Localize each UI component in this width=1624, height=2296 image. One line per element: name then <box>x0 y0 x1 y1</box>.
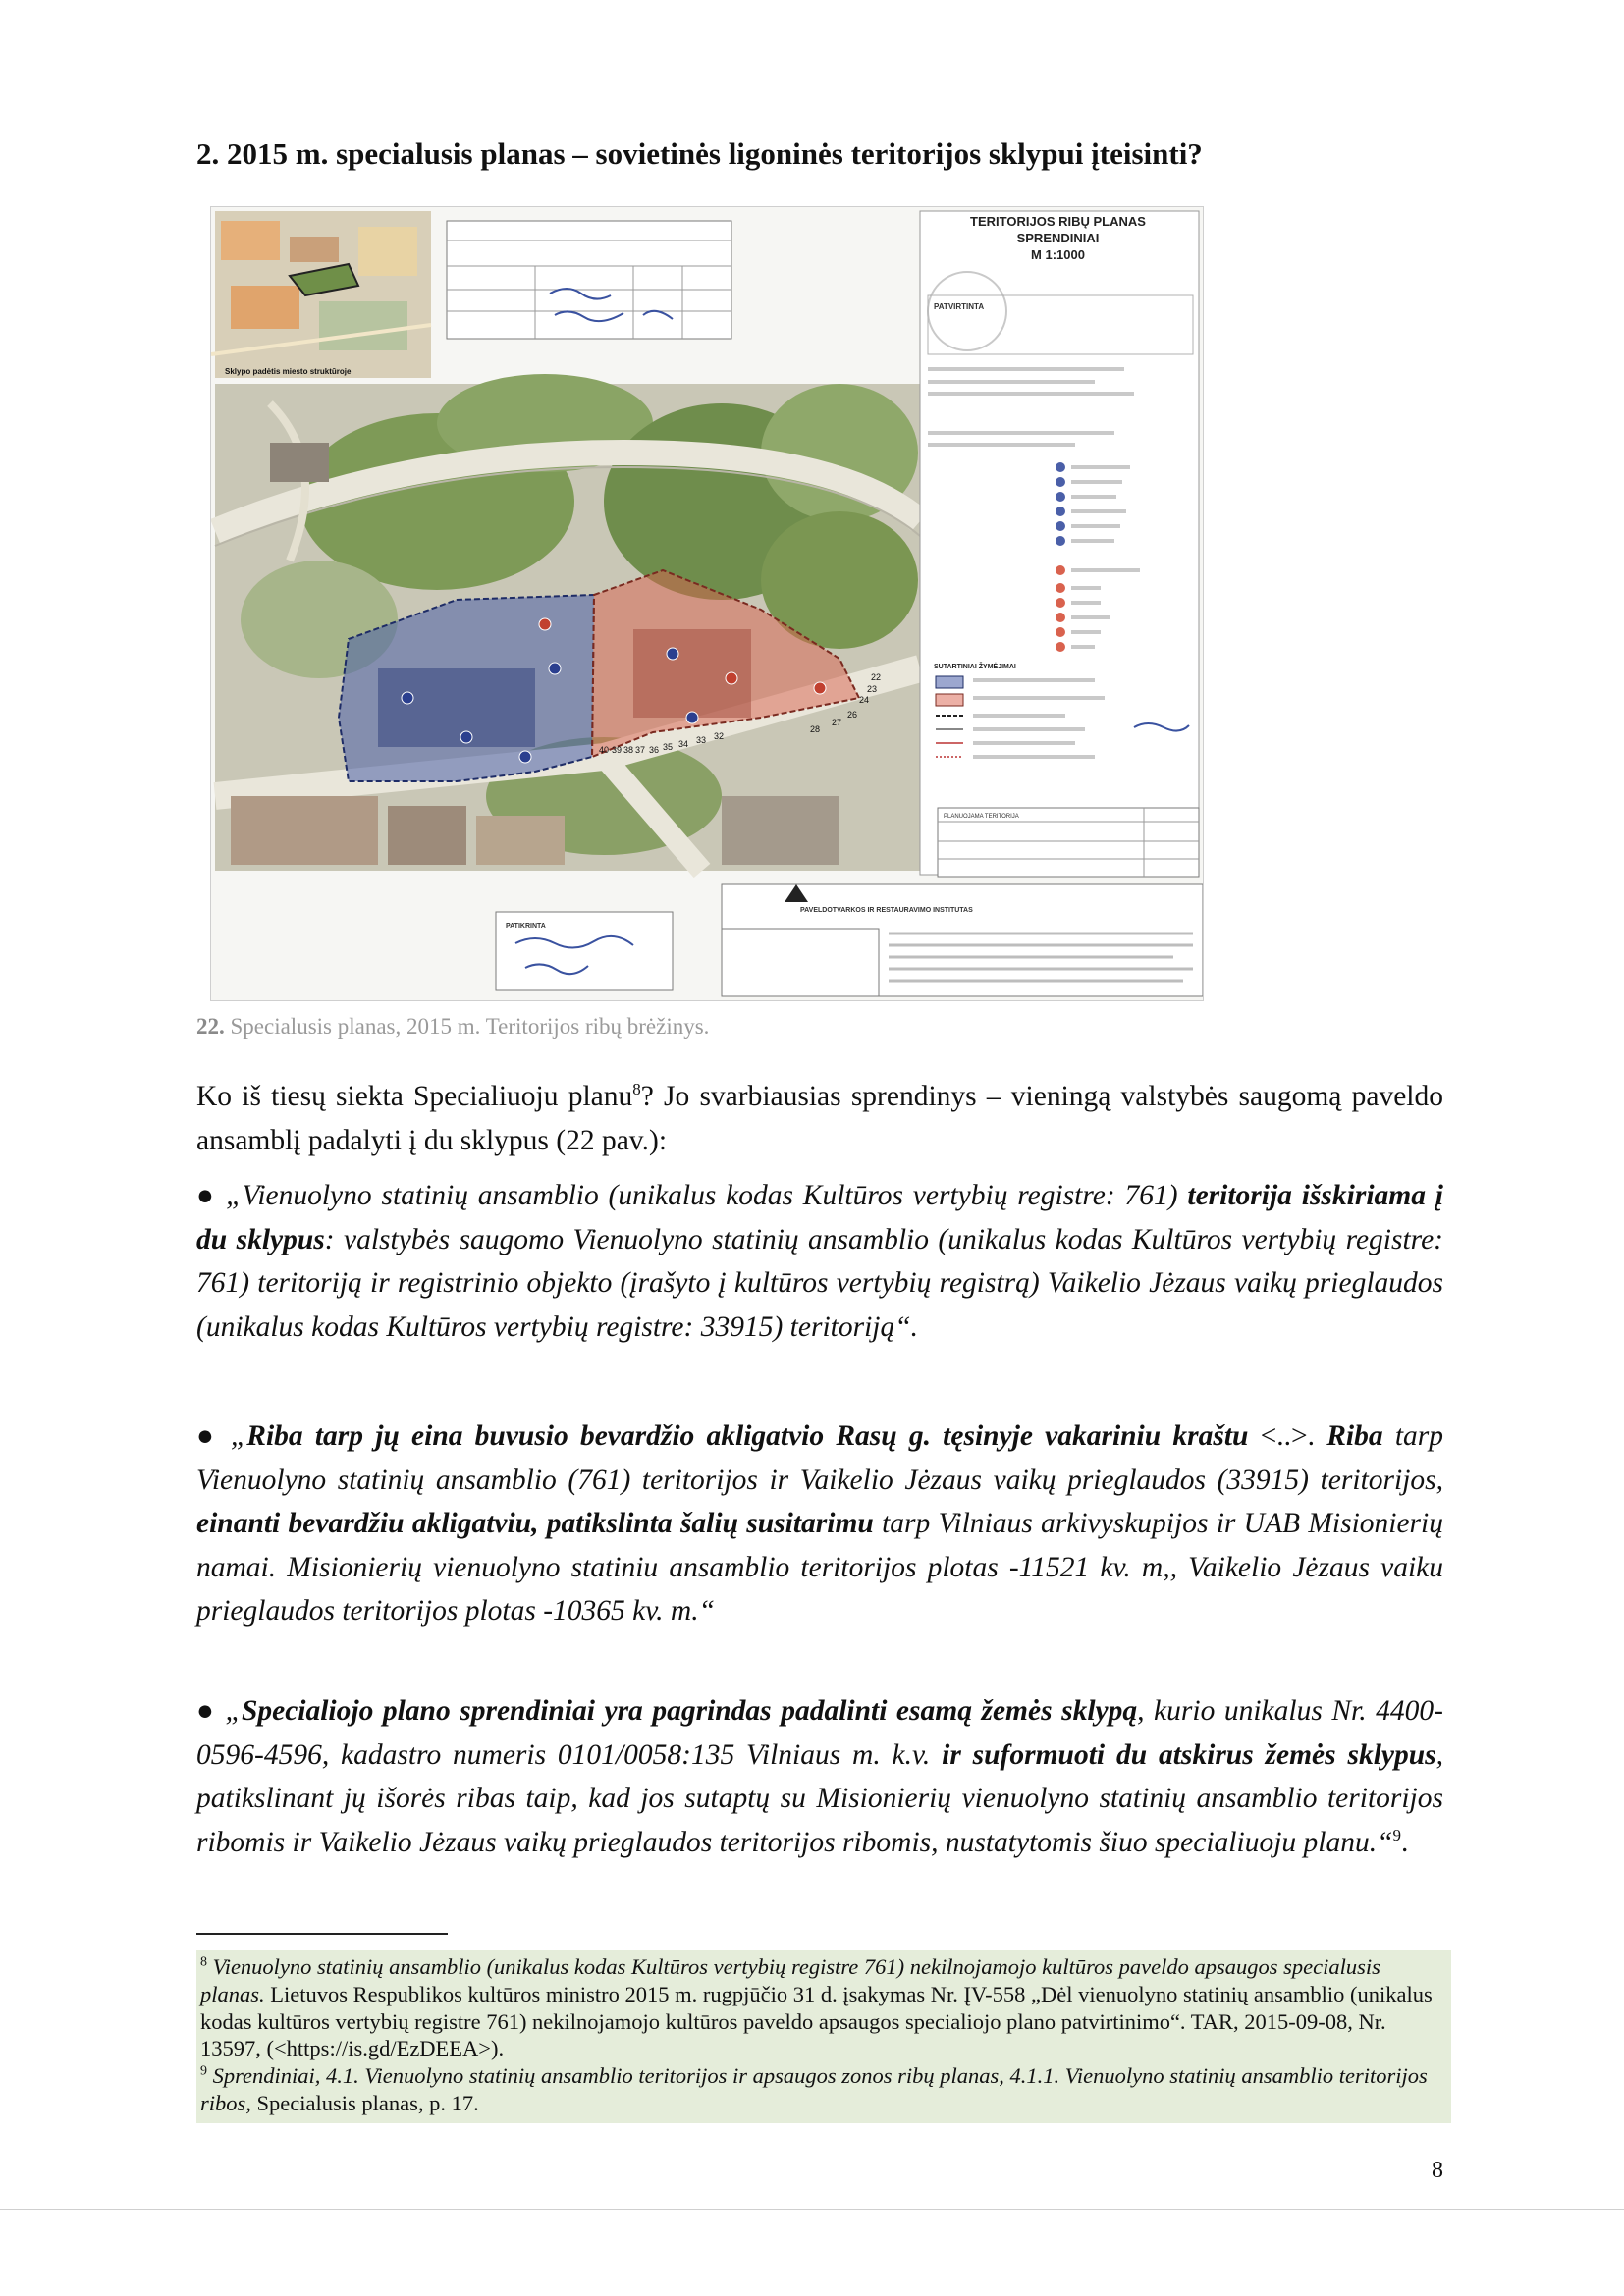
quote-text: ● „ <box>196 1695 242 1727</box>
planning-table-header: PLANUOJAMA TERITORIJA <box>944 814 1019 820</box>
footnote-separator <box>196 1933 448 1935</box>
quote-text: tarp Vienuolyno statinių ansamblio (761) teritorijos ir Vaikelio Jėzaus vaikų prieglaudos (33915) teritorijos, <box>196 1420 1444 1496</box>
plot-number: 37 <box>635 745 646 755</box>
quote-text: , patikslinant jų išorės ribas taip, kad jos sutaptų su Misionierių vienuolyno statinių ansamblio teritorijos ribomis ir Vaikelio Jėzaus vaikų prieglaudos teritorijos ribomis, nustatytomis šiuo specialiuoju planu.“ <box>196 1738 1443 1858</box>
quote-text: ● „Vienuolyno statinių ansamblio (unikalus kodas Kultūros vertybių registre: 761) <box>196 1180 1188 1211</box>
page-number: 8 <box>1432 2158 1443 2183</box>
plot-number: 32 <box>714 731 725 741</box>
plot-number: 38 <box>623 745 634 755</box>
plot-number: 39 <box>612 745 623 755</box>
plot-number: 40 <box>599 745 610 755</box>
quote-emphasis: ir suformuoti du atskirus žemės sklypus <box>942 1738 1436 1771</box>
plot-number: 27 <box>832 718 842 727</box>
quote-paragraph-3 <box>196 1689 1443 1864</box>
plan-title: TERITORIJOS RIBŲ PLANAS <box>970 214 1146 229</box>
plot-number: 33 <box>696 735 707 745</box>
plot-number: 34 <box>678 739 689 749</box>
footnote-number: 9 <box>200 2063 207 2079</box>
paragraph-text: . <box>1401 1826 1409 1858</box>
plot-number: 36 <box>649 745 660 755</box>
quote-ellipsis: <..>. <box>1248 1420 1327 1452</box>
plan-scale: M 1:1000 <box>1031 247 1085 262</box>
footnote-text: Lietuvos Respublikos kultūros ministro 2015 m. rugpjūčio 31 d. įsakymas Nr. ĮV-558 „Dėl vienuolyno statinių ansamblio (unikalus kodas kultūros vertybių registre 761) nekilnojamojo kultūros paveldo apsaugos specialiojo plano patvirtinimo“. TAR, 2015-09-08, Nr. 13597, (<https://is.gd/EzDEEA>). <box>200 1981 1433 2061</box>
footer-stamp: PATIKRINTA <box>506 923 546 930</box>
approval-stamp: PATVIRTINTA <box>934 302 985 311</box>
quote-emphasis: einanti bevardžiu akligatviu, patikslinta šalių susitarimu <box>196 1508 874 1539</box>
footnote-text: Specialusis planas, p. 17. <box>250 2090 479 2115</box>
approval-table <box>447 221 731 339</box>
plot-number: 22 <box>871 672 882 682</box>
quote-emphasis: Specialiojo plano sprendiniai yra pagrindas padalinti esamą žemės sklypą <box>241 1695 1138 1727</box>
plot-number: 28 <box>810 724 821 734</box>
footnote-title: Sprendiniai, 4.1. Vienuolyno statinių ansamblio teritorijos ir apsaugos zonos ribų planas, 4.1.1. Vienuolyno statinių ansamblio teritorijos ribos, <box>200 2063 1428 2115</box>
plot-number: 35 <box>663 742 674 752</box>
quote-emphasis: teritorija išskiriama į du sklypus <box>196 1180 1443 1255</box>
footnote-ref-9[interactable]: 9 <box>1392 1825 1402 1844</box>
plot-number: 24 <box>859 695 870 705</box>
footnote-9 <box>200 2062 1447 2117</box>
territory-plan-map <box>211 207 1203 1000</box>
footnote-ref-8[interactable]: 8 <box>632 1080 641 1099</box>
plot-number: 23 <box>867 684 878 694</box>
footnote-title: Vienuolyno statinių ansamblio (unikalus kodas Kultūros vertybių registre 761) nekilnojamojo kultūros paveldo apsaugos specialusis planas. <box>200 1954 1380 2006</box>
quote-text: ● „ <box>196 1420 247 1452</box>
paragraph-intro <box>196 1075 1443 1162</box>
footnote-8 <box>200 1953 1447 2062</box>
paragraph-text: ? Jo svarbiausias sprendinys – vieningą valstybės saugomą paveldo ansamblį padalyti į du sklypus (22 pav.): <box>196 1081 1443 1156</box>
plan-title-block <box>923 213 1193 263</box>
plot-number: 26 <box>847 710 858 720</box>
quote-text: , kurio unikalus Nr. 4400-0596-4596, kadastro numeris 0101/0058:135 Vilniaus m. k.v. <box>196 1695 1443 1771</box>
inset-caption: Sklypo padėtis miesto struktūroje <box>225 367 352 376</box>
plan-subtitle: SPRENDINIAI <box>1016 231 1100 245</box>
quote-text: tarp Vilniaus arkivyskupijos ir UAB Misionierių namai. Misionierių vienuolyno statiniu ansamblio teritorijos plotas -11521 kv. m,, Vaikelio Jėzaus vaiku prieglaudos teritorijos plotas -10365 kv. m.“ <box>196 1508 1443 1627</box>
territory-plan-figure <box>210 206 1204 1001</box>
section-heading: 2. 2015 m. specialusis planas – sovietinės ligoninės teritorijos sklypui įteisinti? <box>196 136 1203 171</box>
figure-caption <box>196 1012 1443 1041</box>
quote-paragraph-2 <box>196 1415 1443 1633</box>
figure-caption-text: Specialusis planas, 2015 m. Teritorijos ribų brėžinys. <box>230 1014 710 1039</box>
figure-number: 22. <box>196 1014 225 1039</box>
footnote-number: 8 <box>200 1954 207 1970</box>
footnotes <box>196 1950 1451 2123</box>
page-bottom-rule <box>0 2209 1624 2210</box>
quote-paragraph-1 <box>196 1174 1443 1349</box>
quote-emphasis: Riba tarp jų eina buvusio bevardžio akligatvio Rasų g. tęsinyje vakariniu kraštu <box>246 1420 1249 1452</box>
quote-emphasis: Riba <box>1326 1420 1383 1452</box>
institute-label: PAVELDOTVARKOS IR RESTAURAVIMO INSTITUTAS <box>800 907 973 914</box>
quote-text: : valstybės saugomo Vienuolyno statinių ansamblio (unikalus kodas Kultūros vertybių registre: 761) teritoriją ir registrinio objekto (įrašyto į kultūros vertybių registrą) Vaikelio Jėzaus vaikų prieglaudos (unikalus kodas Kultūros vertybių registre: 33915) teritoriją“. <box>196 1223 1443 1343</box>
paragraph-text: Ko iš tiesų siekta Specialiuoju planu <box>196 1081 633 1112</box>
legend-header: SUTARTINIAI ŽYMĖJIMAI <box>934 664 1016 670</box>
